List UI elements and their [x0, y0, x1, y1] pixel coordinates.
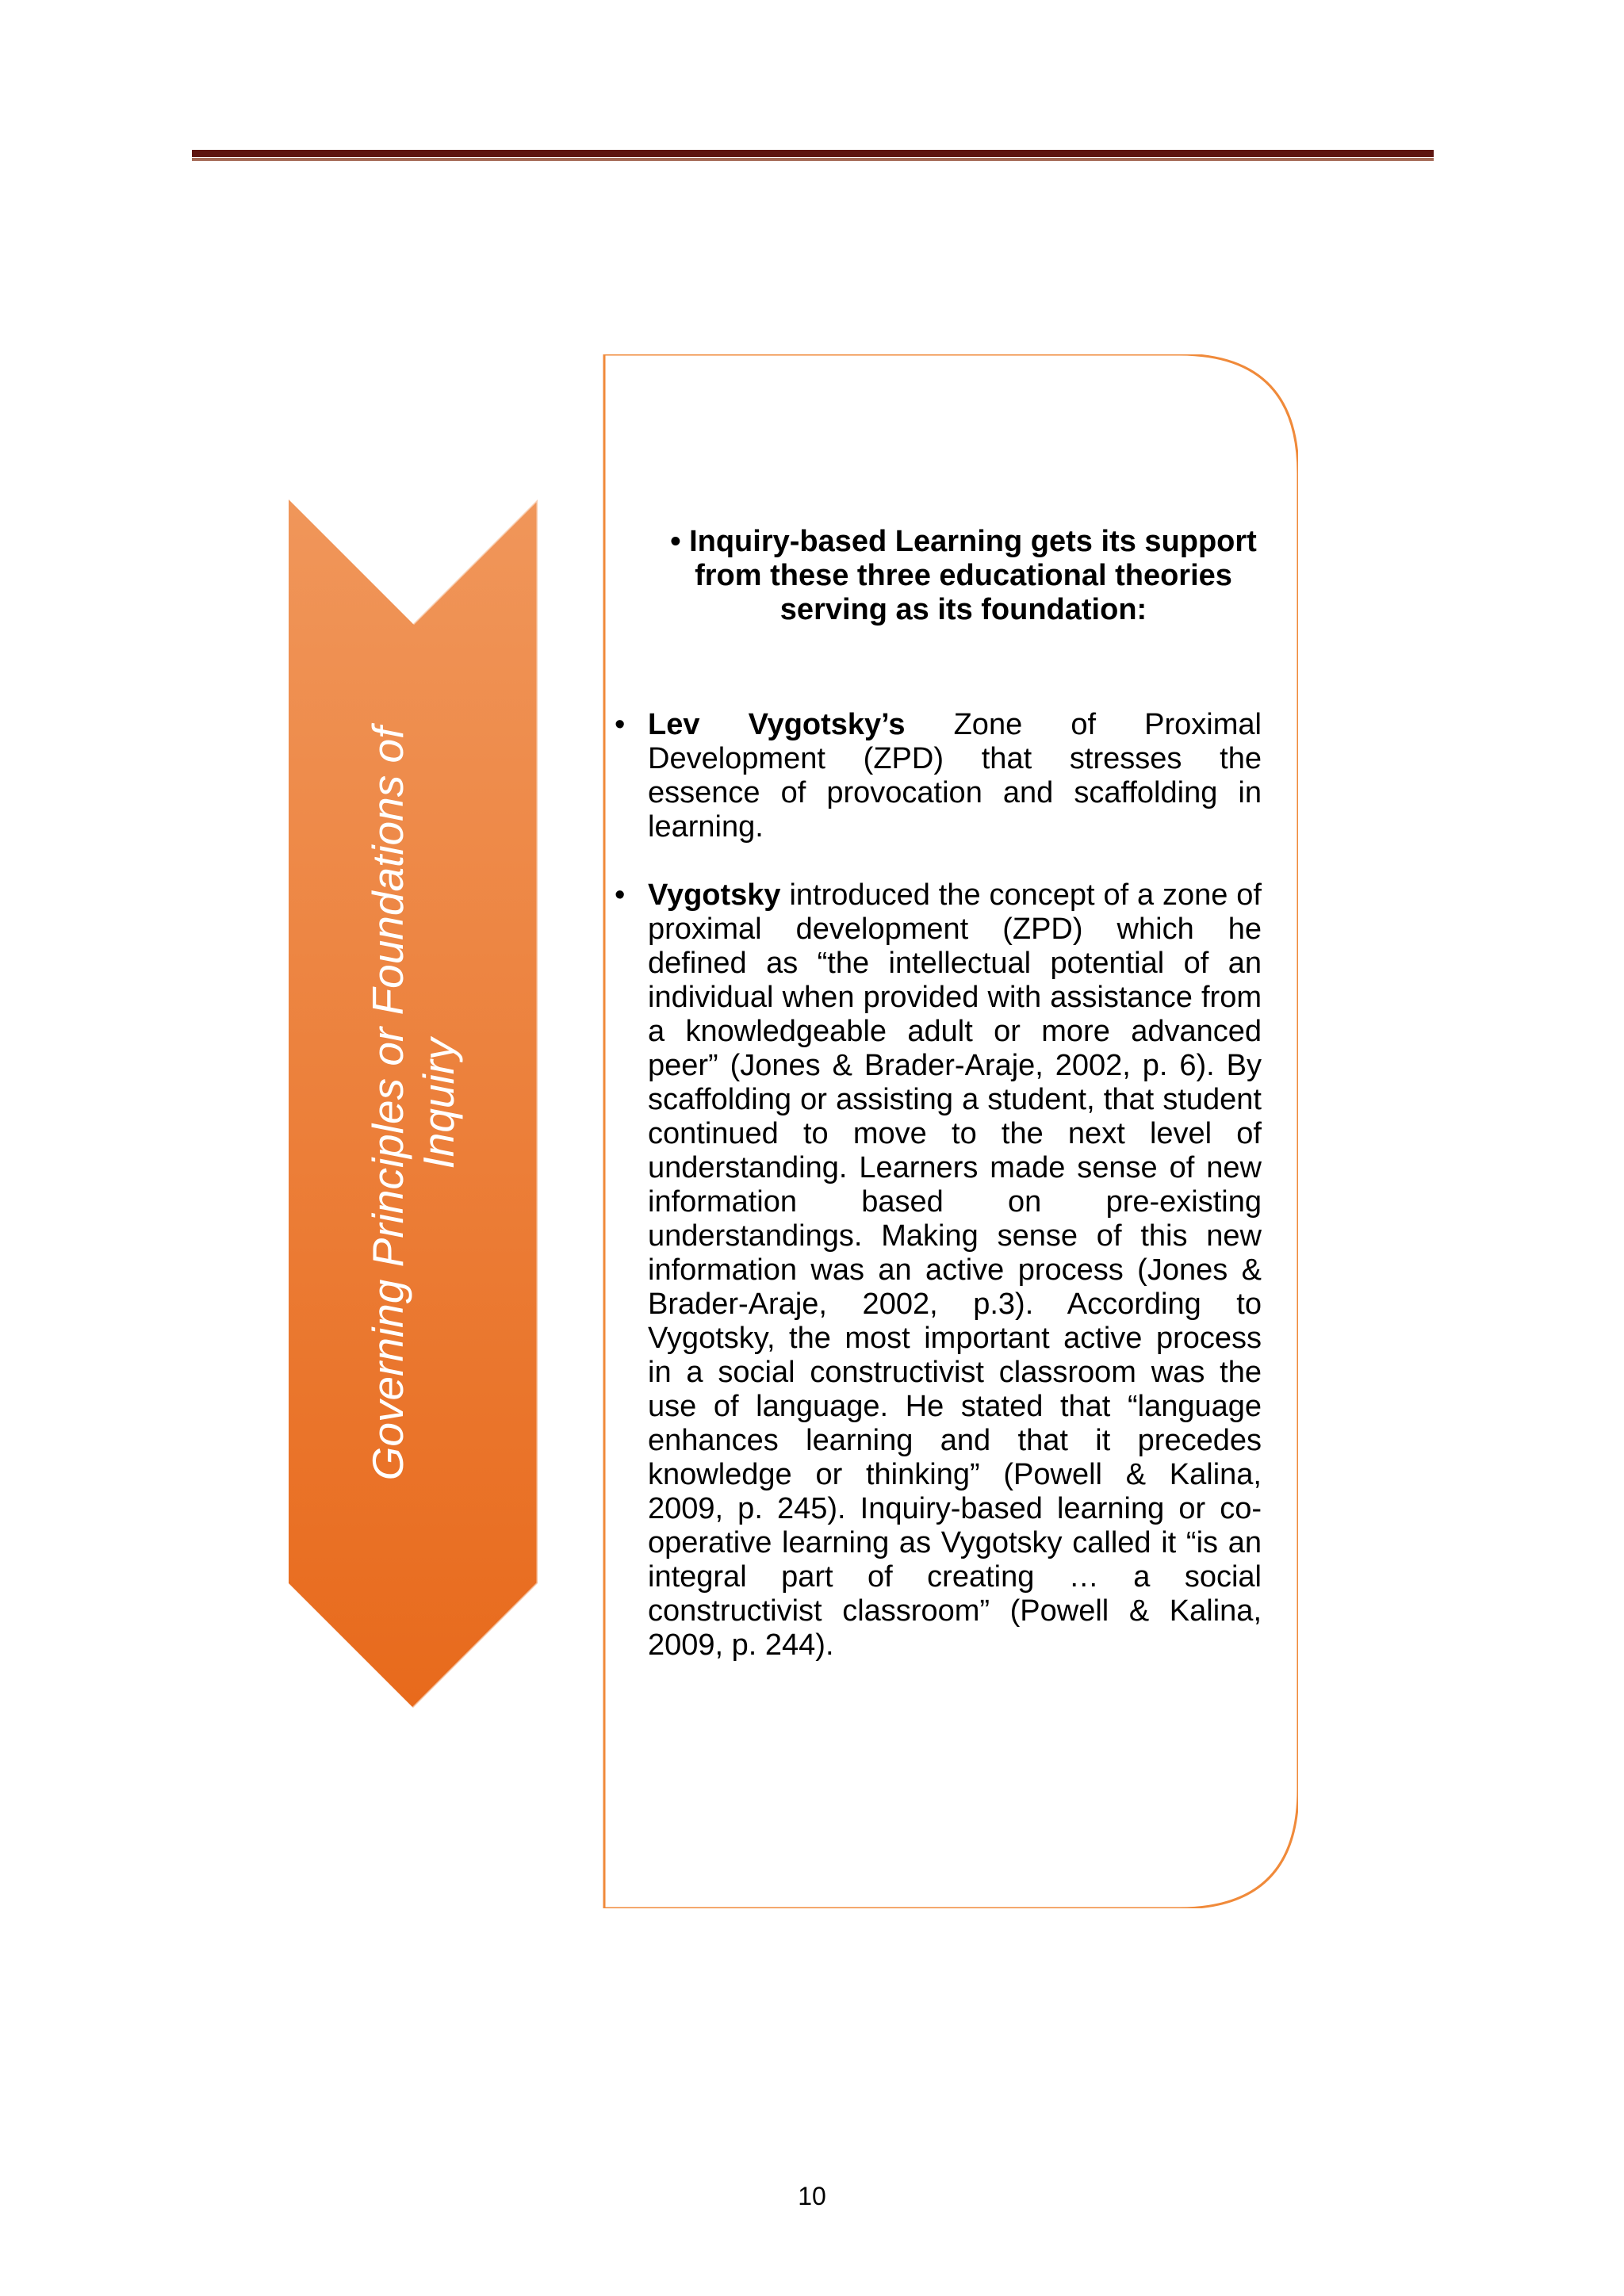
list-item: [615, 878, 1262, 1663]
bullet-dot: •: [615, 878, 626, 912]
item-text: Zone of Proximal Development (ZPD) that stresses the essence of provocation and scaffolding in learning.: [648, 708, 1262, 844]
bullet-list: [615, 708, 1262, 1697]
item-text: introduced the concept of a zone of proximal development (ZPD) which he defined as “the intellectual potential of an individual when provided with assistance from a knowledgeable adult or more advanced peer” (Jones & Brader-Araje, 2002, p. 6). By scaffolding or assisting a student, that student continued to move to the next level of understanding. Learners made sense of new information based on pre-existing understandings. Making sense of this new information was an active process (Jones & Brader-Araje, 2002, p.3). According to Vygotsky, the most important active process in a social constructivist classroom was the use of language. He stated that “language enhances learning and that it precedes knowledge or thinking” (Powell & Kalina, 2009, p. 245). Inquiry-based learning or co-operative learning as Vygotsky called it “is an integral part of creating … a social constructivist classroom” (Powell & Kalina, 2009, p. 244).: [648, 878, 1262, 1662]
intro-bullet: [658, 525, 1269, 627]
intro-text: Inquiry-based Learning gets its support from these three educational theories serving as its foundation:: [689, 525, 1257, 626]
list-item: [615, 708, 1262, 844]
header-rule: [192, 150, 1434, 161]
chevron-shape: [289, 499, 538, 1708]
item-lead: Lev Vygotsky’s: [648, 708, 906, 741]
bullet-dot: •: [670, 525, 681, 558]
page-number: 10: [798, 2182, 826, 2210]
header-rule-light: [192, 158, 1434, 161]
chevron-label: Governing Principles or Foundations of Inquiry: [363, 726, 463, 1481]
bullet-dot: •: [615, 708, 626, 741]
item-lead: Vygotsky: [648, 878, 781, 912]
header-rule-dark: [192, 150, 1434, 157]
